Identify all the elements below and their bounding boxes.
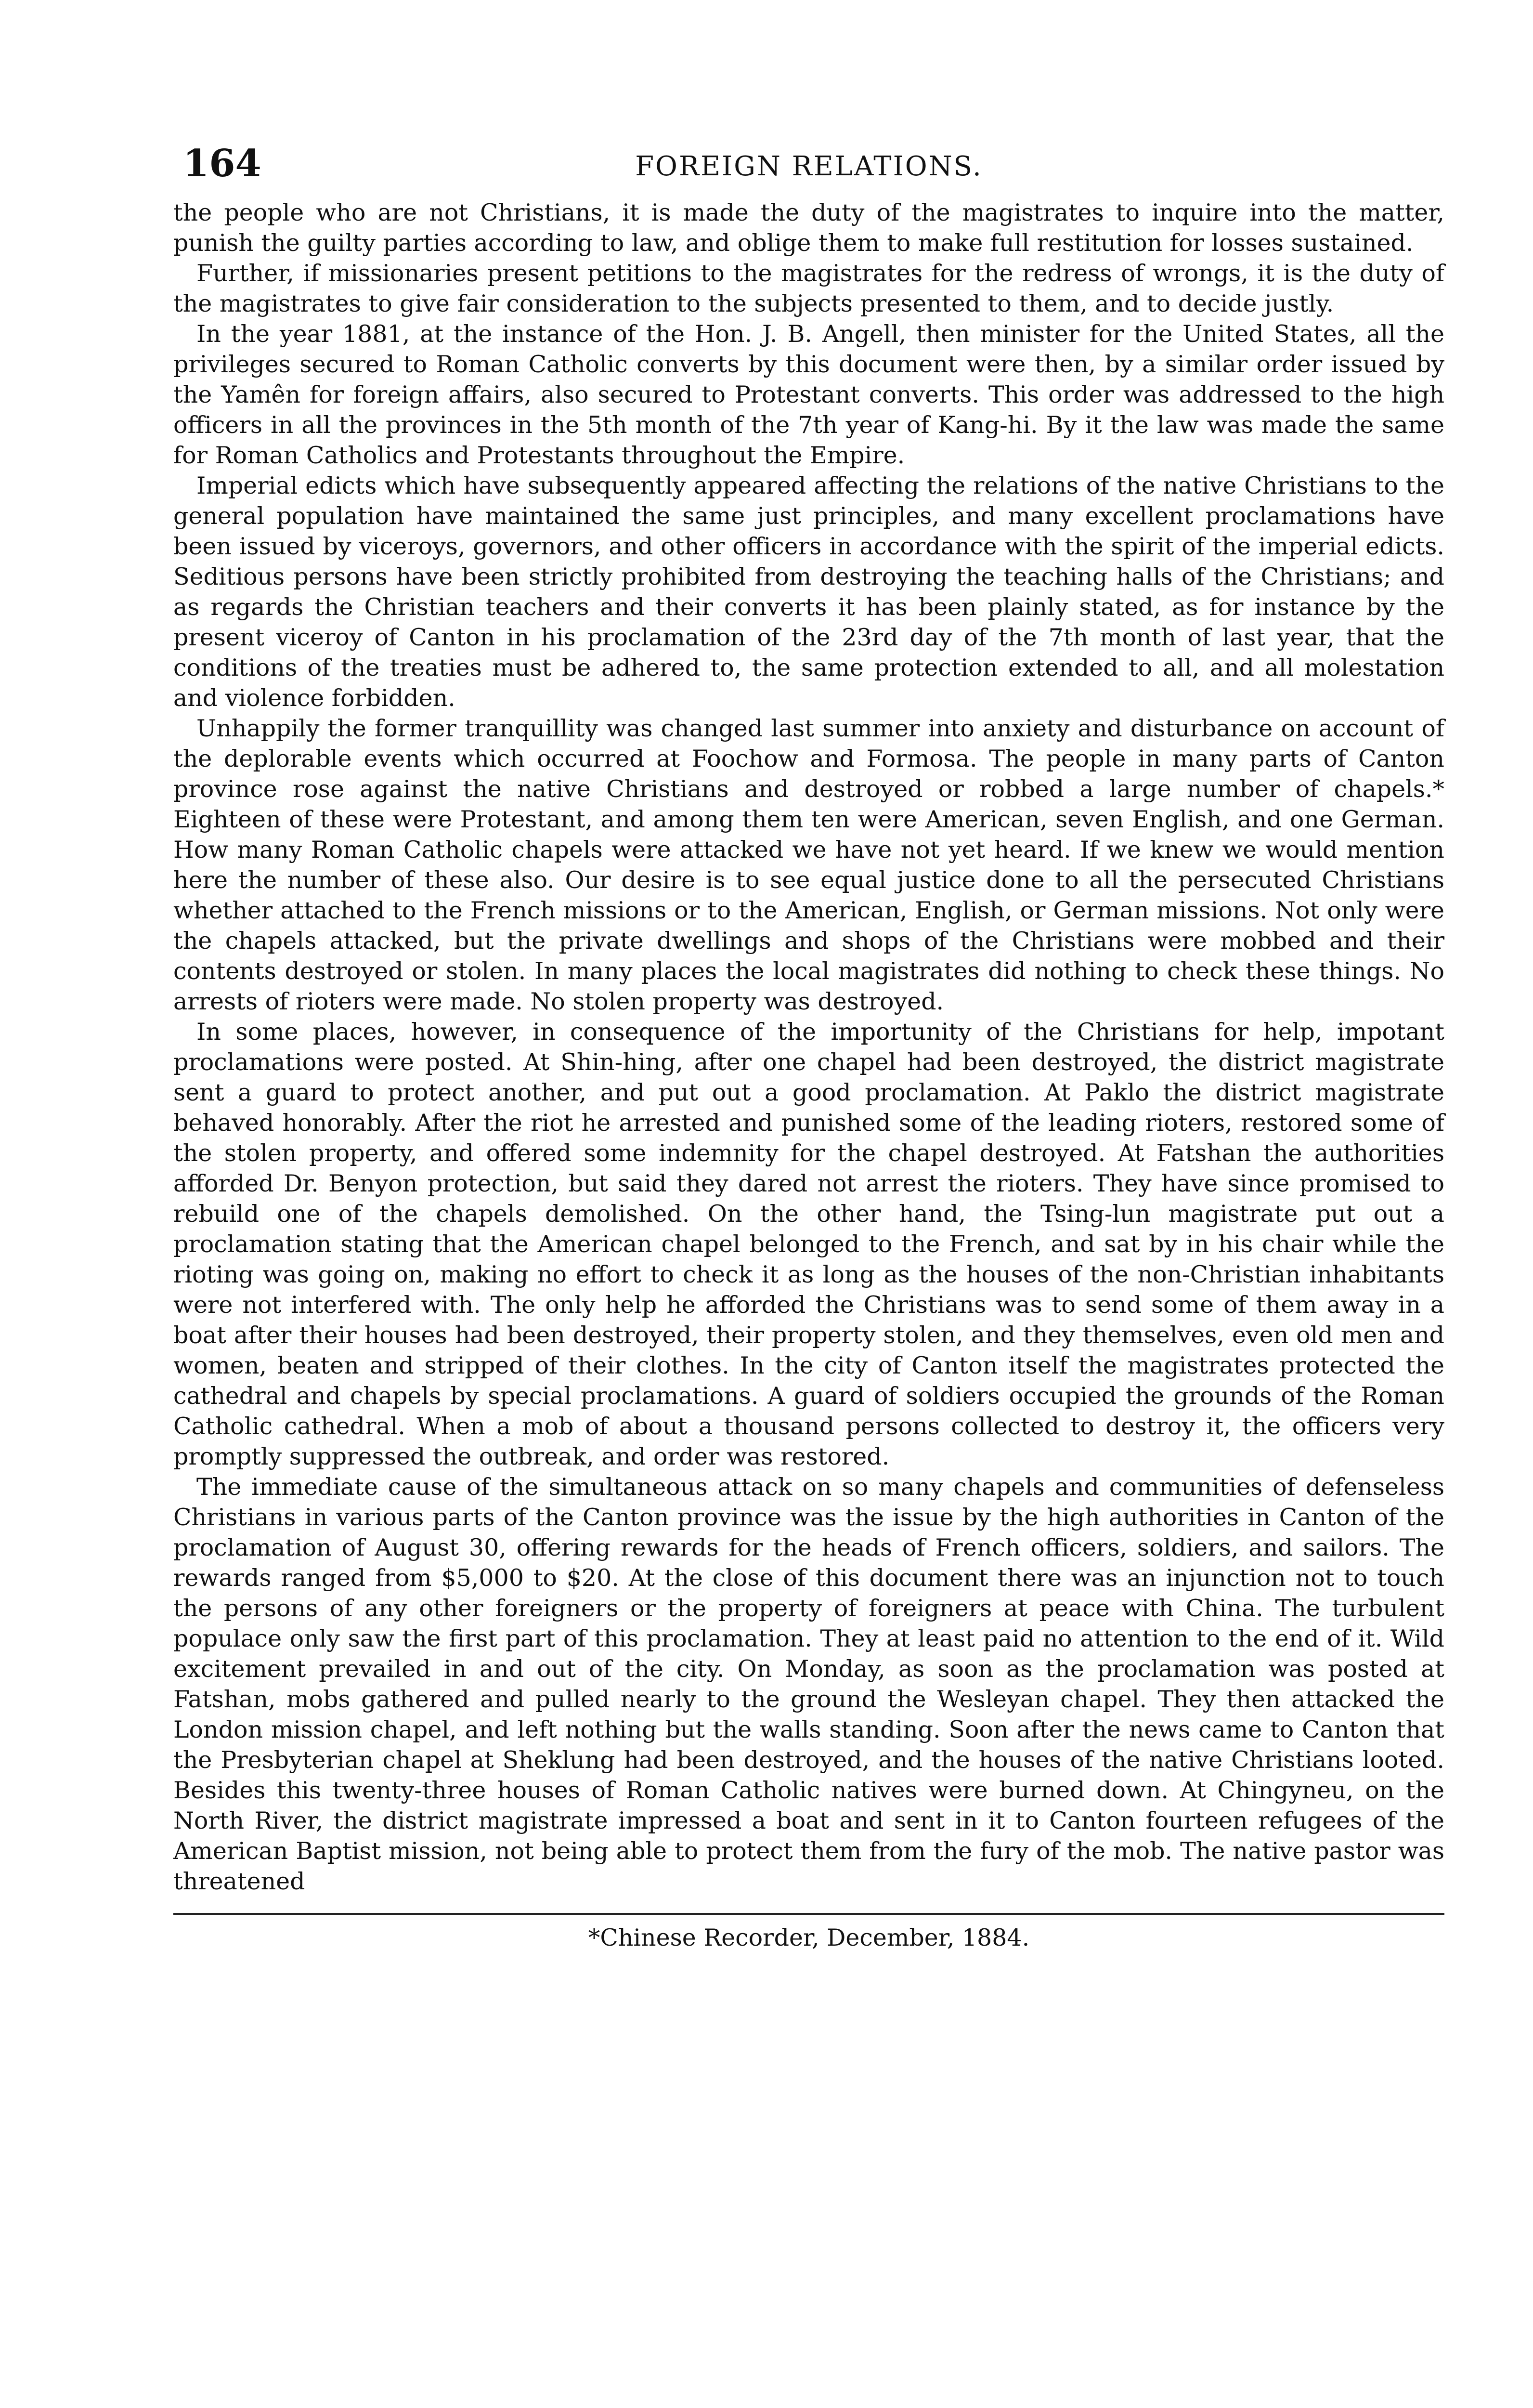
page-number: 164 <box>183 142 261 185</box>
paragraph: In some places, however, in consequence of the importunity of the Christians for help, impotant proclamations were posted. At Shin-hing, after one chapel had been destroyed, the district magistrate sent a guard to protect another, and put out a good proclamation. At Paklo the district magistrate behaved honorably. After the riot he arrested and punished some of the leading rioters, restored some of the stolen property, and offered some indemnity for the chapel destroyed. At Fatshan the authorities afforded Dr. Benyon protection, but said they dared not arrest the rioters. They have since promised to rebuild one of the chapels demolished. On the other hand, the Tsing-lun magistrate put out a proclamation stating that the American chapel belonged to the French, and sat by in his chair while the rioting was going on, making no effort to check it as long as the houses of the non-Christian inhabitants were not interfered with. The only help he afforded the Christians was to send some of them away in a boat after their houses had been destroyed, their property stolen, and they themselves, even old men and women, beaten and stripped of their clothes. In the city of Canton itself the magistrates protected the cathedral and chapels by special proclamations. A guard of soldiers occupied the grounds of the Roman Catholic cathedral. When a mob of about a thousand persons collected to destroy it, the officers very promptly suppressed the outbreak, and order was restored. <box>173 1018 1444 1470</box>
page-header <box>173 140 1444 197</box>
paragraph: Unhappily the former tranquillity was changed last summer into anxiety and disturbance on account of the deplorable events which occurred at Foochow and Formosa. The people in many parts of Canton province rose against the native Christians and destroyed or robbed a large number of chapels.* Eighteen of these were Protestant, and among them ten were American, seven English, and one German. How many Roman Catholic chapels were attacked we have not yet heard. If we knew we would mention here the number of these also. Our desire is to see equal justice done to all the persecuted Christians whether attached to the French missions or to the American, English, or German missions. Not only were the chapels attacked, but the private dwellings and shops of the Christians were mobbed and their contents destroyed or stolen. In many places the local magistrates did nothing to check these things. No arrests of rioters were made. No stolen property was destroyed. <box>173 715 1444 1015</box>
paragraph: Imperial edicts which have subsequently appeared affecting the relations of the native Christians to the general population have maintained the same just principles, and many excellent proclamations have been issued by viceroys, governors, and other officers in accordance with the spirit of the imperial edicts. Seditious persons have been strictly prohibited from destroying the teaching halls of the Christians; and as regards the Christian teachers and their converts it has been plainly stated, as for instance by the present viceroy of Canton in his proclamation of the 23rd day of the 7th month of last year, that the conditions of the treaties must be adhered to, the same protection extended to all, and all molestation and violence forbidden. <box>173 472 1444 712</box>
running-head: FOREIGN RELATIONS. <box>635 151 983 182</box>
body-text <box>173 197 1444 1897</box>
paragraph: Further, if missionaries present petitions to the magistrates for the redress of wrongs, it is the duty of the magistrates to give fair consideration to the subjects presented to them, and to decide justly. <box>173 260 1444 317</box>
paragraph: The immediate cause of the simultaneous attack on so many chapels and communities of defenseless Christians in various parts of the Canton province was the issue by the high authorities in Canton of the proclamation of August 30, offering rewards for the heads of French officers, soldiers, and sailors. The rewards ranged from $5,000 to $20. At the close of this document there was an injunction not to touch the persons of any other foreigners or the property of foreigners at peace with China. The turbulent populace only saw the first part of this proclamation. They at least paid no attention to the end of it. Wild excitement prevailed in and out of the city. On Monday, as soon as the proclamation was posted at Fatshan, mobs gathered and pulled nearly to the ground the Wesleyan chapel. They then attacked the London mission chapel, and left nothing but the walls standing. Soon after the news came to Canton that the Presbyterian chapel at Sheklung had been destroyed, and the houses of the native Christians looted. Besides this twenty-three houses of Roman Catholic natives were burned down. At Chingyneu, on the North River, the district magistrate impressed a boat and sent in it to Canton fourteen refugees of the American Baptist mission, not being able to protect them from the fury of the mob. The native pastor was threatened <box>173 1473 1444 1895</box>
paragraph-continued: the people who are not Christians, it is made the duty of the magistrates to inquire into the matter, punish the guilty parties according to law, and oblige them to make full restitution for losses sustained. <box>173 199 1444 257</box>
paragraph: In the year 1881, at the instance of the Hon. J. B. Angell, then minister for the United States, all the privileges secured to Roman Catholic converts by this document were then, by a similar order issued by the Yamên for foreign affairs, also secured to Protestant converts. This order was addressed to the high officers in all the provinces in the 5th month of the 7th year of Kang-hi. By it the law was made the same for Roman Catholics and Protestants throughout the Empire. <box>173 320 1444 469</box>
footnote-divider <box>173 1913 1444 1915</box>
document-page <box>173 140 1444 2408</box>
footnote: *Chinese Recorder, December, 1884. <box>588 1924 1030 1951</box>
